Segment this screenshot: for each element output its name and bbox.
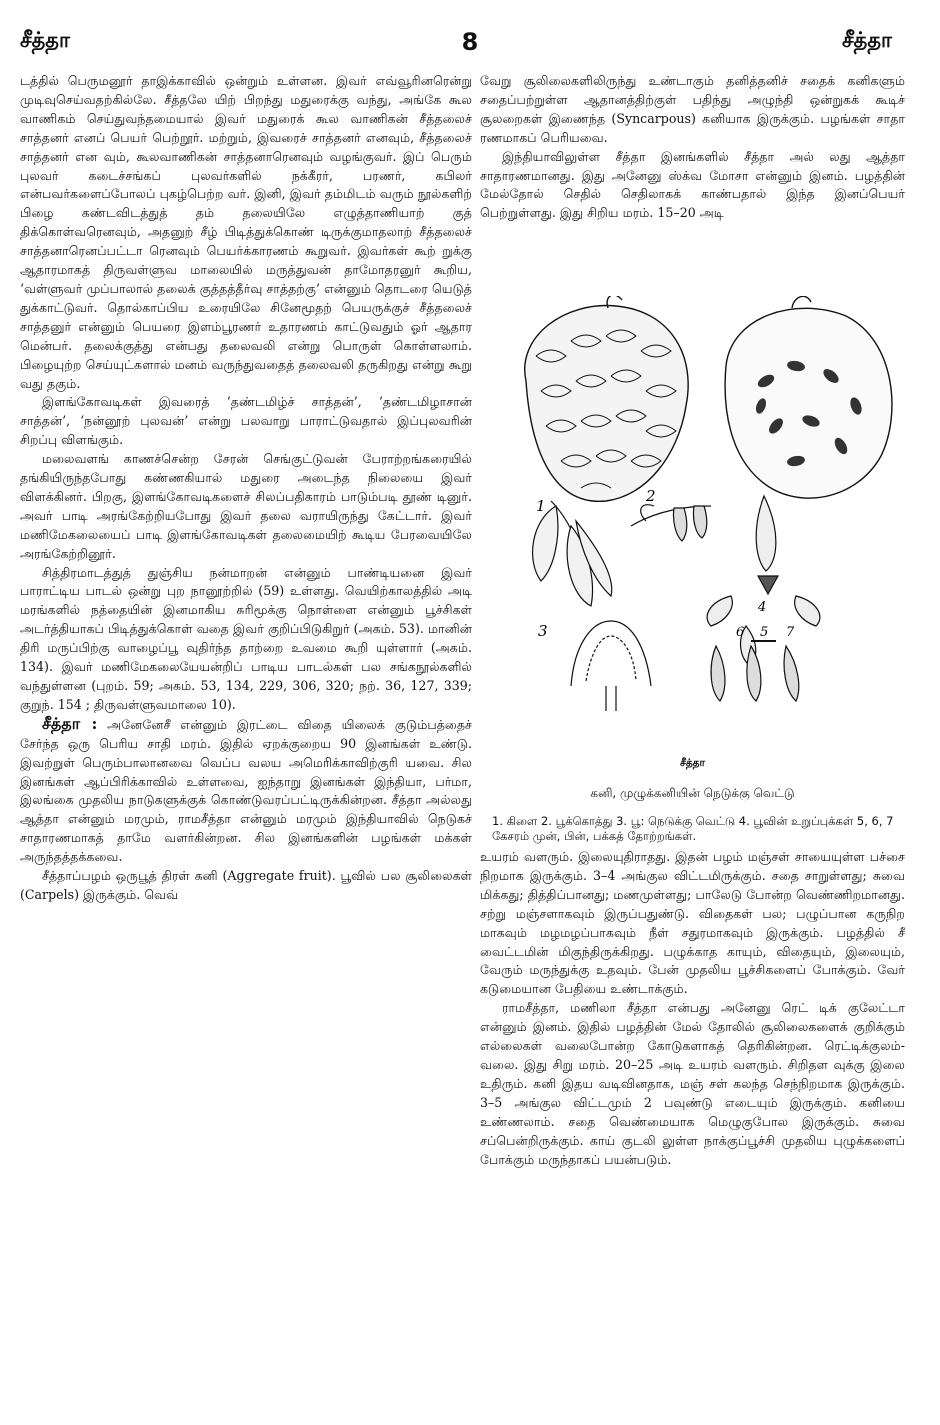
figure-title: சீத்தா: [680, 757, 705, 769]
paragraph: ராமசீத்தா, மணிலா சீத்தா என்பது அனேனு ரெட் டிக் குலேட்டா என்னும் இனம். இதில் பழத்தின் மேல் தோலில் சூலிலைகளைக் குறிக்கும் எல்லைகள் வலைபோன்ற கோடுகளாகத் தெரிகின்றன. ரெட்டிக்குலம்-வலை. இது சிறு மரம். 20–25 அடி உயரம் வளரும். சிறிதள வுக்கு இலை உதிரும். கனி இதய வடிவினதாக, மஞ் சள் கலந்த செந்நிறமாக இருக்கும். 3–5 அங்குல விட்டமும் 2 பவுண்டு எடையும் இருக்கும். கனியை உண்ணலாம். சதை வெண்மையாக மெழுகுபோல இருக்கும். சுவை சப்பென்றிருக்கும். காய் குடலி லுள்ள நாக்குப்பூச்சி முதலிய புழுக்களைப் போக்கும் மருந்தாகப் பயன்படும்.: [480, 1000, 905, 1167]
figure-label: 4: [758, 600, 767, 615]
figure-label: 7: [786, 625, 795, 640]
page-header: [0, 28, 940, 64]
figure-subtitle: கனி, முழுக்கனியின் நெடுக்கு வெட்டு: [590, 786, 795, 800]
paragraph: டத்தில் பெருமனூர் தாஇக்காவில் ஒன்றும் உள்ளன. இவர் எவ்வூரினரென்று முடிவுசெய்வதற்கில்லே. சீத்தலே யிற் பிறந்து மதுரைக்கு வந்து, அங்கே கூல வாணிகம் செய்துவந்தமையால் இவர் மதுரைக் கூல வாணிகன் சீத்தலைச் சாத்தனர் எனப் பெயர் பெற்றூர். மற்றும், இவரைச் சாத்தனர் எனவும், சீத்தலைச் சாத்தனர் என வும், கூலவாணிகன் சாத்தனாரெனவும் வழங்குவர். இப் பெரும் புலவர் கடைச்சங்கப் புலவர்களில் நக்கீரர், பரணர், கபிலர் என்பவர்களைப்போலப் புகழ்பெற்ற வர். இனி, இவர் தம்மிடம் வரும் நூல்களிற் பிழை கண்டவிடத்துத் தம் தலையிலே எழுத்தாணியாற் குத் திக்கொள்வரெனவும், அதனுற் சீழ் பிடித்துக்கொண் டிருக்குமாதலாற் சீத்தலைச் சாத்தனாரெனப்பட்டா ரெனவும் பெயர்க்காரணம் கூறுவர். இவர்கள் கூற் றுக்கு ஆதாரமாகத் திருவள்ளுவ மாலையில் மருத்துவன் தாமோதரனுர் கூறிய, ‘வள்ளுவர் முப்பாலால் தலைக் குத்தத்தீர்வு சாத்தற்கு’ என்னும் தொடரை யெடுத் துக்காட்டுவர். தொல்காப்பிய உரையிலே சினேமூதற் பெயருக்குச் சீத்தலைச் சாத்தனுர் என்னும் பெயரை இளம்பூரணர் உதாரணம் காட்டுவதும் ஓர் ஆதார மென்பர். தலைக்குத்து என்பது தலைவலி என்று பொருள் கொள்ளலாம். பிழையுற்ற செய்யுட்களால் மனம் வருந்துவதைத் தலைவலி தருகிறது என்று கூறு வது தகும்.: [20, 73, 472, 391]
branch-drawing: [533, 501, 612, 606]
running-title-right: சீத்தா: [842, 28, 892, 52]
paragraph: இந்தியாவிலுள்ள சீத்தா இனங்களில் சீத்தா அல் லது ஆத்தா சாதாரணமானது. இது அனேனு ஸ்க்வ மோசா என்னும் இனம். பழத்தின் மேல்தோல் செதில் செதிலாகக் காண்பதால் இந்த இனப்பெயர் பெற்றுள்ளது. இது சிறிய மரம். 15–20 அடி: [480, 148, 905, 221]
page-number: 8: [461, 28, 479, 56]
right-column-top: [480, 72, 905, 223]
running-title-left: சீத்தா: [20, 28, 70, 52]
paragraph: சீத்தாப்பழம் ஒருபூத் திரள் கனி (Aggregate fruit). பூவில் பல சூலிலைகள் (Carpels) இருக்கும். வெவ்: [20, 868, 472, 902]
figure-label: 5: [760, 625, 769, 640]
figure-label: 3: [538, 622, 548, 640]
left-column: [20, 72, 472, 905]
custard-apple-illustration: [496, 296, 906, 786]
paragraph: மலைவளங் காணச்சென்ற சேரன் செங்குட்டுவன் பேராற்றங்கரையில் தங்கியிருந்தபோது கண்ணகியால் மதுரை அடைந்த நிலையை இவர் விளக்கினர். பிறகு, இளங்கோவடிகளைச் சிலப்பதிகாரம் பாடும்படி தூண் டினுர். அவர் பாடி அரங்கேற்றியபோது இவர் தலை வராயிருந்து கேட்டார். இவர் மணிமேகலையைப் பாடி இளங்கோவடிகள் தலைமையிற் கூடிய பேரவையிலே அரங்கேற்றினூர்.: [20, 451, 472, 561]
flower-parts-drawing: [707, 496, 820, 701]
figure-label: 2: [646, 487, 656, 505]
figure-label: 6: [736, 625, 745, 640]
paragraph: உயரம் வளரும். இலையுதிராதது. இதன் பழம் மஞ்சள் சாயையுள்ள பச்சை நிறமாக இருக்கும். 3–4 அங்குல விட்டமிருக்கும். சதை சாறுள்ளது; சுவை மிக்கது; தித்திப்பானது; மணமுள்ளது; பாலேடு போன்ற வெண்ணிறமானது. சற்று மஞ்சளாகவும் இருப்பதுண்டு. விதைகள் பல; பழுப்பான கருநிற மாகவும் மழமழப்பாகவும் நீள் சதுரமாகவும் இருக்கும். பழத்தில் சீ வைட்டமின் மிகுந்திருக்கிறது. பழுக்காத காயும், விதையும், இலையும், வேரும் மருந்துக்கு உதவும். பேன் முதலிய பூச்சிகளைப் போக்கும். வேர் கடுமையான பேதியை உண்டாக்கும்.: [480, 849, 905, 997]
right-column-bottom: [480, 848, 905, 1169]
entry-text: அனேனேசீ என்னும் இரட்டை விதை யிலைக் குடும்பத்தைச் சேர்ந்த ஒரு பெரிய சாதி மரம். இதில் ஏறக்குறைய 90 இனங்கள் உண்டு. இவற்றுள் பெரும்பாலானவை வெப்ப வலய அமெரிக்காவிற்குரி யவை. சில இனங்கள் ஆப்பிரிக்காவில் உள்ளவை, ஐந்தாறு இனங்கள் இந்தியா, பர்மா, இலங்கை முதலிய நாடுகளுக்குக் கொண்டுவரப்பட்டிருக்கின்றன. சீத்தா அல்லது ஆத்தா என்னும் மரமும், ராமசீத்தா என்னும் மரமும் இந்தியாவில் நெடுகச் சாதாரணமாகத் தாமே வளர்கின்றன. சில இனங்களின் பழங்கள் மக்கள் அருந்தத்தக்கவை.: [20, 716, 472, 865]
entry-paragraph: [20, 715, 472, 867]
entry-headword: சீத்தா :: [42, 713, 98, 733]
paragraph: இளங்கோவடிகள் இவரைத் ‘தண்டமிழ்ச் சாத்தன்’, ‘தண்டமிழாசான் சாத்தன்’, ‘நன்னூற் புலவன்’ என்று பலவாறு பாராட்டுவதால் இப்புலவரின் சிறப்பு விளங்கும்.: [20, 394, 472, 448]
whole-fruit-drawing: [525, 296, 688, 501]
figure-label: 1: [536, 497, 546, 515]
paragraph: வேறு சூலிலைகளிலிருந்து உண்டாகும் தனித்தனிச் சதைக் கனிகளும் சதைப்பற்றுள்ள ஆதானத்திற்குள் பதிந்து அழுந்தி ஒன்றுகக் கூடிச் சூலறைகள் இணைந்த (Syncarpous) கனியாக இருக்கும். பழங்கள் சாதா ரணமாகப் பெரியவை.: [480, 73, 905, 145]
flower-section-drawing: [571, 621, 651, 711]
illustration-svg: [496, 296, 906, 756]
figure-legend: 1. கிளை 2. பூக்கொத்து 3. பூ: நெடுக்கு வெட்டு 4. பூவின் உறுப்புக்கள் 5, 6, 7 கேசரம் முன், பின், பக்கத் தோற்றங்கள்.: [492, 814, 894, 843]
paragraph: சித்திரமாடத்துத் துஞ்சிய நன்மாறன் என்னும் பாண்டியனை இவர் பாராட்டிய பாடல் ஒன்று புற நானூற்றில் (59) உள்ளது. வெயிற்காலத்தில் அடி மரங்களில் நத்தையின் இனமாகிய சுரிமூக்கு நொள்ளை என்னும் பூச்சிகள் அடர்த்தியாகப் பிடித்துக்கொள் வதை இவர் குறிப்பிடுகிறுர் (அகம். 53). மானின் திரி மருப்பிற்கு வாழைப்பூ வுதிர்ந்த தாற்றை உவமை கூறி யுள்ளார் (அகம். 134). இவர் மணிமேகலையேயன்றிப் பாடிய பாடல்கள் பல சங்கநூல்களில் வந்துள்ளன (புறம். 59; அகம். 53, 134, 229, 306, 320; நற். 36, 127, 339; குறுந். 154 ; திருவள்ளுவமாலை 10).: [20, 564, 472, 712]
flower-cluster-drawing: [631, 505, 711, 541]
fruit-section-drawing: [725, 296, 892, 498]
